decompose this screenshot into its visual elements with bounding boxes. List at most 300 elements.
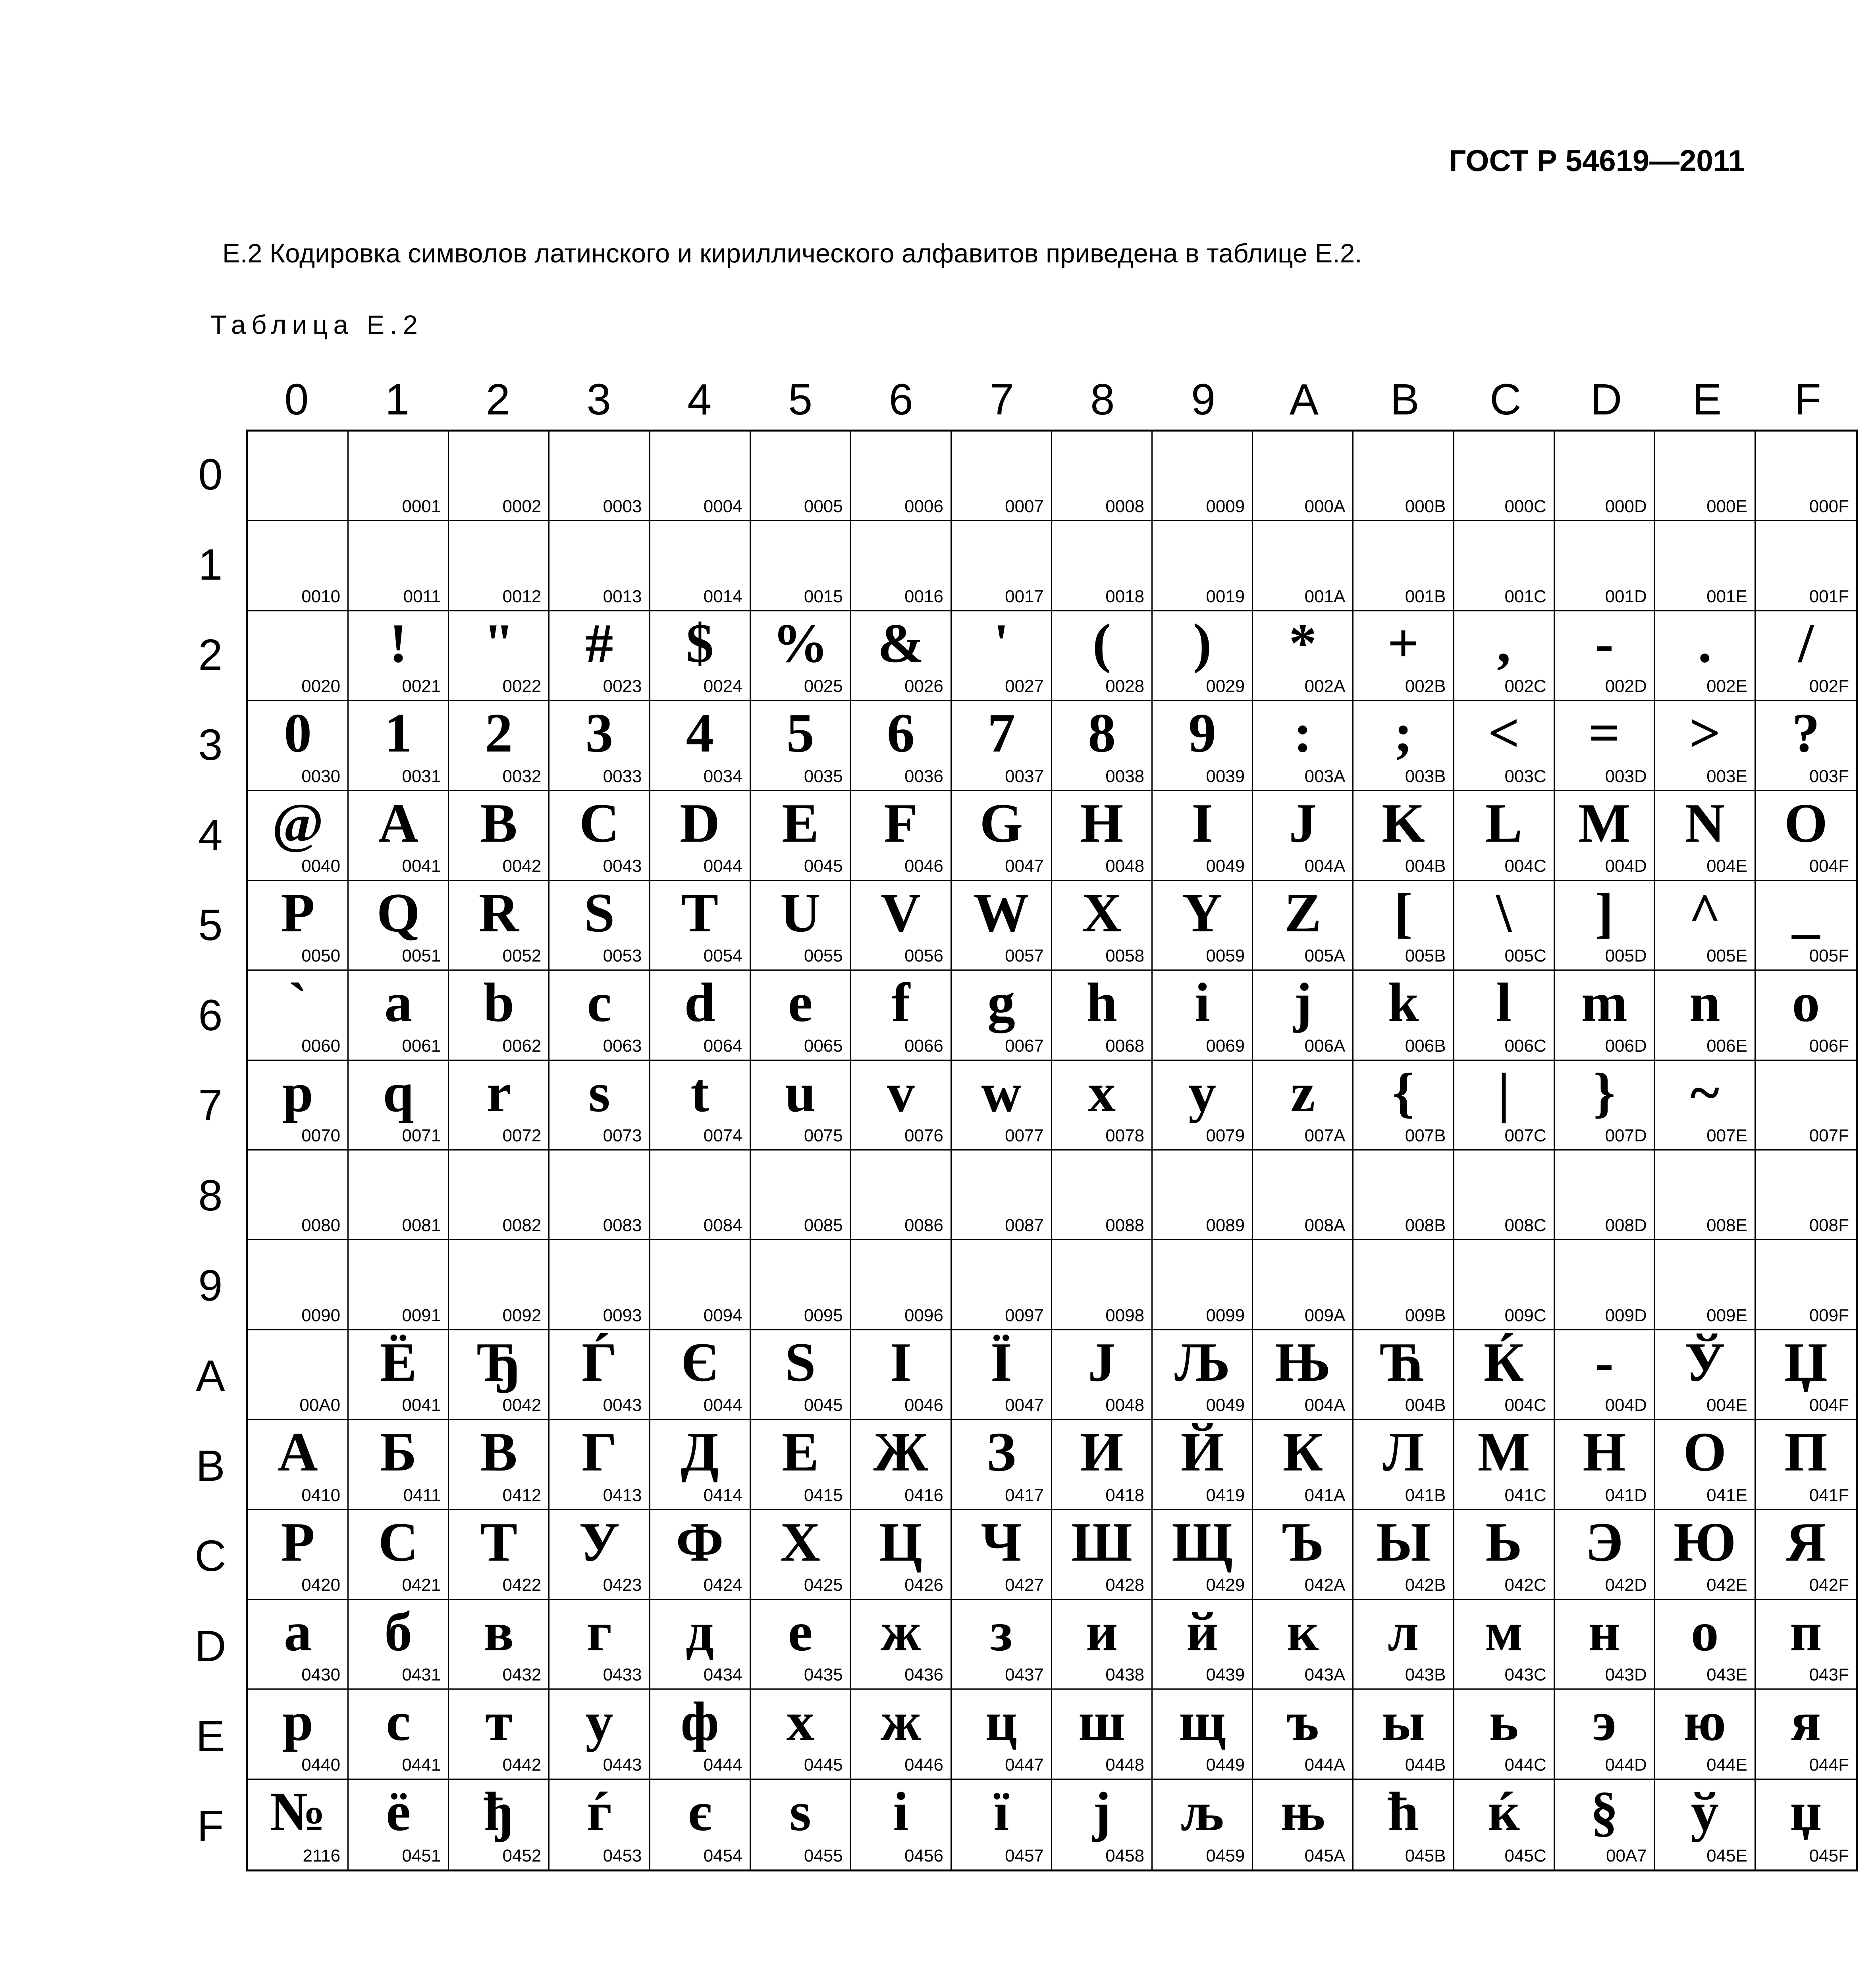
- table-cell: [1353, 1420, 1454, 1510]
- table-cell: [449, 1420, 549, 1510]
- cell-code: 0068: [1105, 1036, 1145, 1056]
- cell-code: 0016: [904, 586, 943, 606]
- table-cell: [1052, 791, 1153, 881]
- table-cell: [1454, 1600, 1555, 1690]
- cell-code: 0452: [502, 1846, 542, 1866]
- cell-code: 0013: [603, 586, 642, 606]
- table-cell: [549, 701, 650, 791]
- cell-glyph: j: [1092, 1781, 1111, 1842]
- table-cell: [1655, 1061, 1756, 1151]
- table-cell: [1052, 1420, 1153, 1510]
- cell-code: 0448: [1105, 1755, 1145, 1775]
- cell-code: 041D: [1605, 1485, 1647, 1505]
- cell-code: 0440: [301, 1755, 341, 1775]
- table-cell: [952, 701, 1052, 791]
- table-cell: [1253, 791, 1353, 881]
- cell-glyph: З: [986, 1421, 1016, 1483]
- cell-glyph: щ: [1179, 1691, 1226, 1753]
- cell-code: 043B: [1405, 1665, 1446, 1685]
- cell-glyph: m: [1581, 972, 1627, 1034]
- cell-code: 0070: [301, 1126, 341, 1145]
- cell-glyph: ю: [1683, 1691, 1726, 1753]
- table-cell: [1052, 1690, 1153, 1779]
- table-cell: [1756, 611, 1856, 701]
- cell-code: 0412: [502, 1485, 542, 1505]
- cell-glyph: м: [1485, 1601, 1523, 1663]
- cell-glyph: I: [1191, 792, 1213, 854]
- cell-code: 0007: [1005, 497, 1044, 516]
- cell-code: 044B: [1405, 1755, 1446, 1775]
- table-cell: [1052, 1061, 1153, 1151]
- table-cell: [449, 971, 549, 1060]
- table-cell: [952, 611, 1052, 701]
- cell-glyph: :: [1294, 702, 1312, 764]
- cell-code: 0445: [804, 1755, 843, 1775]
- table-cell: [1153, 881, 1253, 971]
- cell-glyph: э: [1592, 1691, 1616, 1753]
- table-cell: [1353, 432, 1454, 521]
- row-header: B: [196, 1442, 225, 1490]
- cell-glyph: T: [681, 882, 719, 944]
- cell-code: 0037: [1005, 766, 1044, 786]
- table-cell: [1353, 521, 1454, 611]
- cell-code: 00A7: [1606, 1846, 1647, 1866]
- cell-code: 0447: [1005, 1755, 1044, 1775]
- table-cell: [1253, 1690, 1353, 1779]
- row-header: 2: [198, 630, 223, 679]
- cell-code: 0065: [804, 1036, 843, 1056]
- table-cell: [952, 1600, 1052, 1690]
- table-cell: [952, 1330, 1052, 1420]
- cell-code: 0419: [1206, 1485, 1245, 1505]
- cell-code: 0012: [502, 586, 542, 606]
- table-cell: [1454, 521, 1555, 611]
- cell-glyph: -: [1595, 612, 1614, 674]
- table-cell: [349, 521, 449, 611]
- table-cell: [1555, 1510, 1655, 1600]
- cell-glyph: ^: [1689, 882, 1721, 944]
- cell-glyph: л: [1388, 1601, 1419, 1663]
- table-cell: [1454, 1690, 1555, 1779]
- table-cell: [1052, 521, 1153, 611]
- cell-glyph: t: [690, 1062, 709, 1124]
- table-cell: [751, 1780, 851, 1869]
- cell-glyph: G: [979, 792, 1023, 854]
- cell-code: 000E: [1706, 497, 1747, 516]
- cell-glyph: M: [1578, 792, 1631, 854]
- cell-glyph: ": [483, 612, 515, 674]
- table-cell: [650, 881, 751, 971]
- cell-code: 043D: [1605, 1665, 1647, 1685]
- table-cell: [751, 1061, 851, 1151]
- cell-code: 043E: [1706, 1665, 1747, 1685]
- cell-code: 0033: [603, 766, 642, 786]
- cell-glyph: т: [485, 1691, 513, 1753]
- cell-code: 044C: [1504, 1755, 1546, 1775]
- cell-code: 0442: [502, 1755, 542, 1775]
- row-header: C: [195, 1532, 226, 1580]
- table-cell: [1655, 791, 1756, 881]
- table-cell: [449, 521, 549, 611]
- table-cell: [1052, 1151, 1153, 1240]
- column-header: A: [1289, 375, 1319, 424]
- cell-glyph: E: [781, 792, 819, 854]
- table-cell: [1052, 1240, 1153, 1330]
- cell-code: 003F: [1809, 766, 1849, 786]
- row-header: A: [196, 1351, 225, 1400]
- cell-code: 0057: [1005, 946, 1044, 966]
- cell-glyph: Ё: [380, 1331, 417, 1393]
- cell-glyph: Я: [1785, 1511, 1826, 1573]
- cell-glyph: q: [383, 1062, 414, 1124]
- column-header: 1: [385, 375, 410, 424]
- cell-code: 043C: [1504, 1665, 1546, 1685]
- cell-code: 0449: [1206, 1755, 1245, 1775]
- row-header: 4: [198, 811, 223, 860]
- table-cell: [1353, 791, 1454, 881]
- cell-code: 0072: [502, 1126, 542, 1145]
- table-cell: [751, 1240, 851, 1330]
- cell-code: 0436: [904, 1665, 943, 1685]
- cell-code: 0001: [402, 497, 441, 516]
- table-cell: [549, 611, 650, 701]
- table-cell: [1153, 611, 1253, 701]
- cell-glyph: S: [584, 882, 615, 944]
- table-cell: [1655, 611, 1756, 701]
- cell-code: 0420: [301, 1575, 341, 1595]
- cell-code: 0085: [804, 1216, 843, 1235]
- table-cell: [449, 1600, 549, 1690]
- table-cell: [1153, 1240, 1253, 1330]
- table-cell: [1052, 432, 1153, 521]
- cell-glyph: 0: [284, 702, 312, 764]
- table-cell: [1253, 1600, 1353, 1690]
- table-cell: [1555, 1600, 1655, 1690]
- table-cell: [1153, 1510, 1253, 1600]
- cell-code: 009F: [1809, 1305, 1849, 1325]
- cell-code: 042D: [1605, 1575, 1647, 1595]
- cell-code: 042B: [1405, 1575, 1446, 1595]
- cell-glyph: z: [1290, 1062, 1315, 1124]
- row-header: F: [197, 1802, 224, 1851]
- table-cell: [851, 1330, 952, 1420]
- table-cell: [1454, 1420, 1555, 1510]
- table-cell: [1253, 1780, 1353, 1869]
- cell-glyph: .: [1698, 612, 1712, 674]
- table-cell: [248, 701, 349, 791]
- table-cell: [549, 1600, 650, 1690]
- cell-glyph: K: [1381, 792, 1425, 854]
- cell-code: 0015: [804, 586, 843, 606]
- table-cell: [1555, 1240, 1655, 1330]
- cell-code: 0439: [1206, 1665, 1245, 1685]
- table-cell: [349, 1510, 449, 1600]
- cell-glyph: Л: [1382, 1421, 1424, 1483]
- cell-code: 0453: [603, 1846, 642, 1866]
- cell-code: 004C: [1504, 1395, 1546, 1415]
- cell-code: 045B: [1405, 1846, 1446, 1866]
- cell-code: 042A: [1304, 1575, 1346, 1595]
- cell-glyph: џ: [1790, 1781, 1822, 1842]
- cell-code: 0027: [1005, 676, 1044, 696]
- cell-glyph: U: [780, 882, 821, 944]
- cell-glyph: ь: [1489, 1691, 1519, 1753]
- cell-code: 0014: [703, 586, 742, 606]
- cell-glyph: д: [686, 1601, 714, 1663]
- cell-code: 0029: [1206, 676, 1245, 696]
- cell-code: 003C: [1504, 766, 1546, 786]
- column-header: C: [1490, 375, 1521, 424]
- table-cell: [1756, 521, 1856, 611]
- table-cell: [1052, 1780, 1153, 1869]
- table-cell: [851, 1510, 952, 1600]
- table-cell: [1454, 1330, 1555, 1420]
- table-cell: [851, 1600, 952, 1690]
- table-cell: [1253, 881, 1353, 971]
- cell-code: 003E: [1706, 766, 1747, 786]
- cell-code: 0096: [904, 1305, 943, 1325]
- table-cell: [650, 1690, 751, 1779]
- cell-glyph: l: [1496, 972, 1512, 1034]
- cell-glyph: С: [378, 1511, 418, 1573]
- cell-glyph: ц: [985, 1691, 1018, 1753]
- table-cell: [1454, 1061, 1555, 1151]
- table-cell: [1655, 1690, 1756, 1779]
- cell-glyph: e: [788, 972, 813, 1034]
- intro-paragraph: Е.2 Кодировка символов латинского и кириллического алфавитов приведена в таблице Е.2.: [222, 239, 1362, 268]
- table-cell: [851, 971, 952, 1060]
- cell-code: 0082: [502, 1216, 542, 1235]
- table-cell: [851, 1690, 952, 1779]
- cell-code: 0062: [502, 1036, 542, 1056]
- table-cell: [751, 881, 851, 971]
- table-cell: [751, 701, 851, 791]
- cell-glyph: Г: [581, 1421, 617, 1483]
- cell-code: 008F: [1809, 1216, 1849, 1235]
- table-cell: [851, 881, 952, 971]
- cell-glyph: к: [1286, 1601, 1319, 1663]
- cell-code: 0003: [603, 497, 642, 516]
- cell-code: 008A: [1304, 1216, 1346, 1235]
- cell-glyph: р: [282, 1691, 313, 1753]
- cell-code: 0002: [502, 497, 542, 516]
- table-cell: [1555, 1420, 1655, 1510]
- table-cell: [851, 701, 952, 791]
- cell-code: 0050: [301, 946, 341, 966]
- table-cell: [1052, 1600, 1153, 1690]
- table-cell: [1353, 1240, 1454, 1330]
- cell-glyph: \: [1496, 882, 1512, 944]
- cell-glyph: r: [486, 1062, 511, 1124]
- table-cell: [1353, 1061, 1454, 1151]
- column-headers: [246, 374, 1858, 426]
- cell-glyph: Љ: [1174, 1331, 1230, 1393]
- table-cell: [449, 701, 549, 791]
- table-cell: [1353, 701, 1454, 791]
- cell-glyph: }: [1593, 1062, 1616, 1124]
- table-cell: [549, 791, 650, 881]
- table-cell: [1756, 1420, 1856, 1510]
- row-header: 9: [198, 1261, 223, 1310]
- cell-glyph: Ф: [676, 1511, 724, 1573]
- cell-code: 0077: [1005, 1126, 1044, 1145]
- table-cell: [851, 1061, 952, 1151]
- cell-code: 0081: [402, 1216, 441, 1235]
- cell-code: 0069: [1206, 1036, 1245, 1056]
- cell-glyph: +: [1387, 612, 1419, 674]
- cell-glyph: Џ: [1784, 1331, 1828, 1393]
- table-cell: [751, 791, 851, 881]
- table-cell: [1253, 611, 1353, 701]
- cell-code: 0076: [904, 1126, 943, 1145]
- cell-code: 0098: [1105, 1305, 1145, 1325]
- cell-code: 0414: [703, 1485, 742, 1505]
- table-cell: [1052, 881, 1153, 971]
- cell-glyph: ї: [993, 1781, 1009, 1842]
- table-cell: [248, 521, 349, 611]
- cell-code: 0089: [1206, 1216, 1245, 1235]
- cell-glyph: ж: [881, 1601, 921, 1663]
- cell-glyph: D: [680, 792, 720, 854]
- cell-glyph: Ў: [1684, 1331, 1726, 1393]
- cell-glyph: @: [272, 792, 324, 854]
- cell-glyph: 9: [1188, 702, 1217, 764]
- table-cell: [449, 432, 549, 521]
- cell-code: 004E: [1706, 856, 1747, 876]
- table-cell: [1655, 971, 1756, 1060]
- cell-glyph: У: [579, 1511, 620, 1573]
- table-cell: [349, 1600, 449, 1690]
- table-cell: [549, 1780, 650, 1869]
- cell-code: 003D: [1605, 766, 1647, 786]
- table-cell: [751, 1510, 851, 1600]
- cell-code: 003B: [1405, 766, 1446, 786]
- cell-glyph: c: [587, 972, 612, 1034]
- cell-glyph: А: [278, 1421, 318, 1483]
- cell-glyph: Ц: [879, 1511, 923, 1573]
- table-cell: [650, 791, 751, 881]
- table-cell: [349, 881, 449, 971]
- cell-code: 0058: [1105, 946, 1145, 966]
- table-cell: [751, 1330, 851, 1420]
- cell-glyph: ': [993, 612, 1009, 674]
- cell-code: 0039: [1206, 766, 1245, 786]
- table-cell: [549, 1240, 650, 1330]
- table-cell: [1253, 1061, 1353, 1151]
- column-header: 9: [1191, 375, 1216, 424]
- cell-code: 0056: [904, 946, 943, 966]
- cell-code: 0028: [1105, 676, 1145, 696]
- table-cell: [248, 432, 349, 521]
- table-cell: [650, 1330, 751, 1420]
- column-header: 3: [586, 375, 611, 424]
- cell-glyph: Ђ: [476, 1331, 521, 1393]
- cell-glyph: u: [785, 1062, 816, 1124]
- cell-code: 041B: [1405, 1485, 1446, 1505]
- cell-code: 004C: [1504, 856, 1546, 876]
- cell-code: 003A: [1304, 766, 1346, 786]
- cell-code: 0435: [804, 1665, 843, 1685]
- table-cell: [1353, 1510, 1454, 1600]
- table-cell: [952, 432, 1052, 521]
- table-cell: [1153, 1780, 1253, 1869]
- cell-glyph: $: [686, 612, 714, 674]
- table-cell: [549, 1510, 650, 1600]
- table-cell: [851, 521, 952, 611]
- table-caption: Таблица Е.2: [210, 310, 423, 340]
- table-cell: [952, 791, 1052, 881]
- cell-code: 0054: [703, 946, 742, 966]
- table-cell: [248, 881, 349, 971]
- cell-glyph: н: [1588, 1601, 1621, 1663]
- cell-glyph: a: [384, 972, 413, 1034]
- column-header: 5: [788, 375, 813, 424]
- cell-code: 001D: [1605, 586, 1647, 606]
- cell-code: 005C: [1504, 946, 1546, 966]
- cell-code: 000D: [1605, 497, 1647, 516]
- table-cell: [1353, 1330, 1454, 1420]
- cell-glyph: Ѓ: [581, 1331, 617, 1393]
- table-cell: [1655, 1420, 1756, 1510]
- cell-code: 0415: [804, 1485, 843, 1505]
- cell-glyph: s: [588, 1062, 610, 1124]
- cell-glyph: L: [1485, 792, 1523, 854]
- cell-glyph: 8: [1088, 702, 1116, 764]
- cell-code: 009D: [1605, 1305, 1647, 1325]
- cell-code: 0078: [1105, 1126, 1145, 1145]
- table-cell: [1153, 432, 1253, 521]
- table-cell: [952, 881, 1052, 971]
- cell-code: 0017: [1005, 586, 1044, 606]
- cell-glyph: =: [1588, 702, 1620, 764]
- standard-identifier: ГОСТ Р 54619—2011: [1449, 144, 1745, 178]
- table-cell: [449, 1151, 549, 1240]
- cell-code: 0038: [1105, 766, 1145, 786]
- table-cell: [1153, 1600, 1253, 1690]
- cell-code: 007E: [1706, 1126, 1747, 1145]
- table-cell: [1454, 611, 1555, 701]
- cell-glyph: Z: [1284, 882, 1321, 944]
- cell-glyph: §: [1590, 1781, 1618, 1842]
- cell-code: 044A: [1304, 1755, 1346, 1775]
- table-cell: [650, 1780, 751, 1869]
- cell-code: 006C: [1504, 1036, 1546, 1056]
- cell-glyph: П: [1784, 1421, 1828, 1483]
- cell-code: 042E: [1706, 1575, 1747, 1595]
- cell-glyph: /: [1798, 612, 1814, 674]
- row-headers: [175, 430, 246, 1871]
- cell-code: 045C: [1504, 1846, 1546, 1866]
- cell-code: 000A: [1304, 497, 1346, 516]
- row-header: 1: [198, 540, 223, 589]
- table-cell: [248, 611, 349, 701]
- cell-glyph: Y: [1182, 882, 1222, 944]
- table-cell: [549, 432, 650, 521]
- cell-code: 008D: [1605, 1216, 1647, 1235]
- table-cell: [1052, 701, 1153, 791]
- cell-glyph: y: [1188, 1062, 1217, 1124]
- cell-code: 000C: [1504, 497, 1546, 516]
- cell-glyph: Ь: [1485, 1511, 1522, 1573]
- cell-code: 0459: [1206, 1846, 1245, 1866]
- cell-code: 0079: [1206, 1126, 1245, 1145]
- cell-glyph: B: [480, 792, 517, 854]
- cell-code: 0019: [1206, 586, 1245, 606]
- cell-glyph: п: [1790, 1601, 1822, 1663]
- cell-glyph: J: [1289, 792, 1317, 854]
- cell-glyph: б: [384, 1601, 413, 1663]
- cell-glyph: Р: [281, 1511, 315, 1573]
